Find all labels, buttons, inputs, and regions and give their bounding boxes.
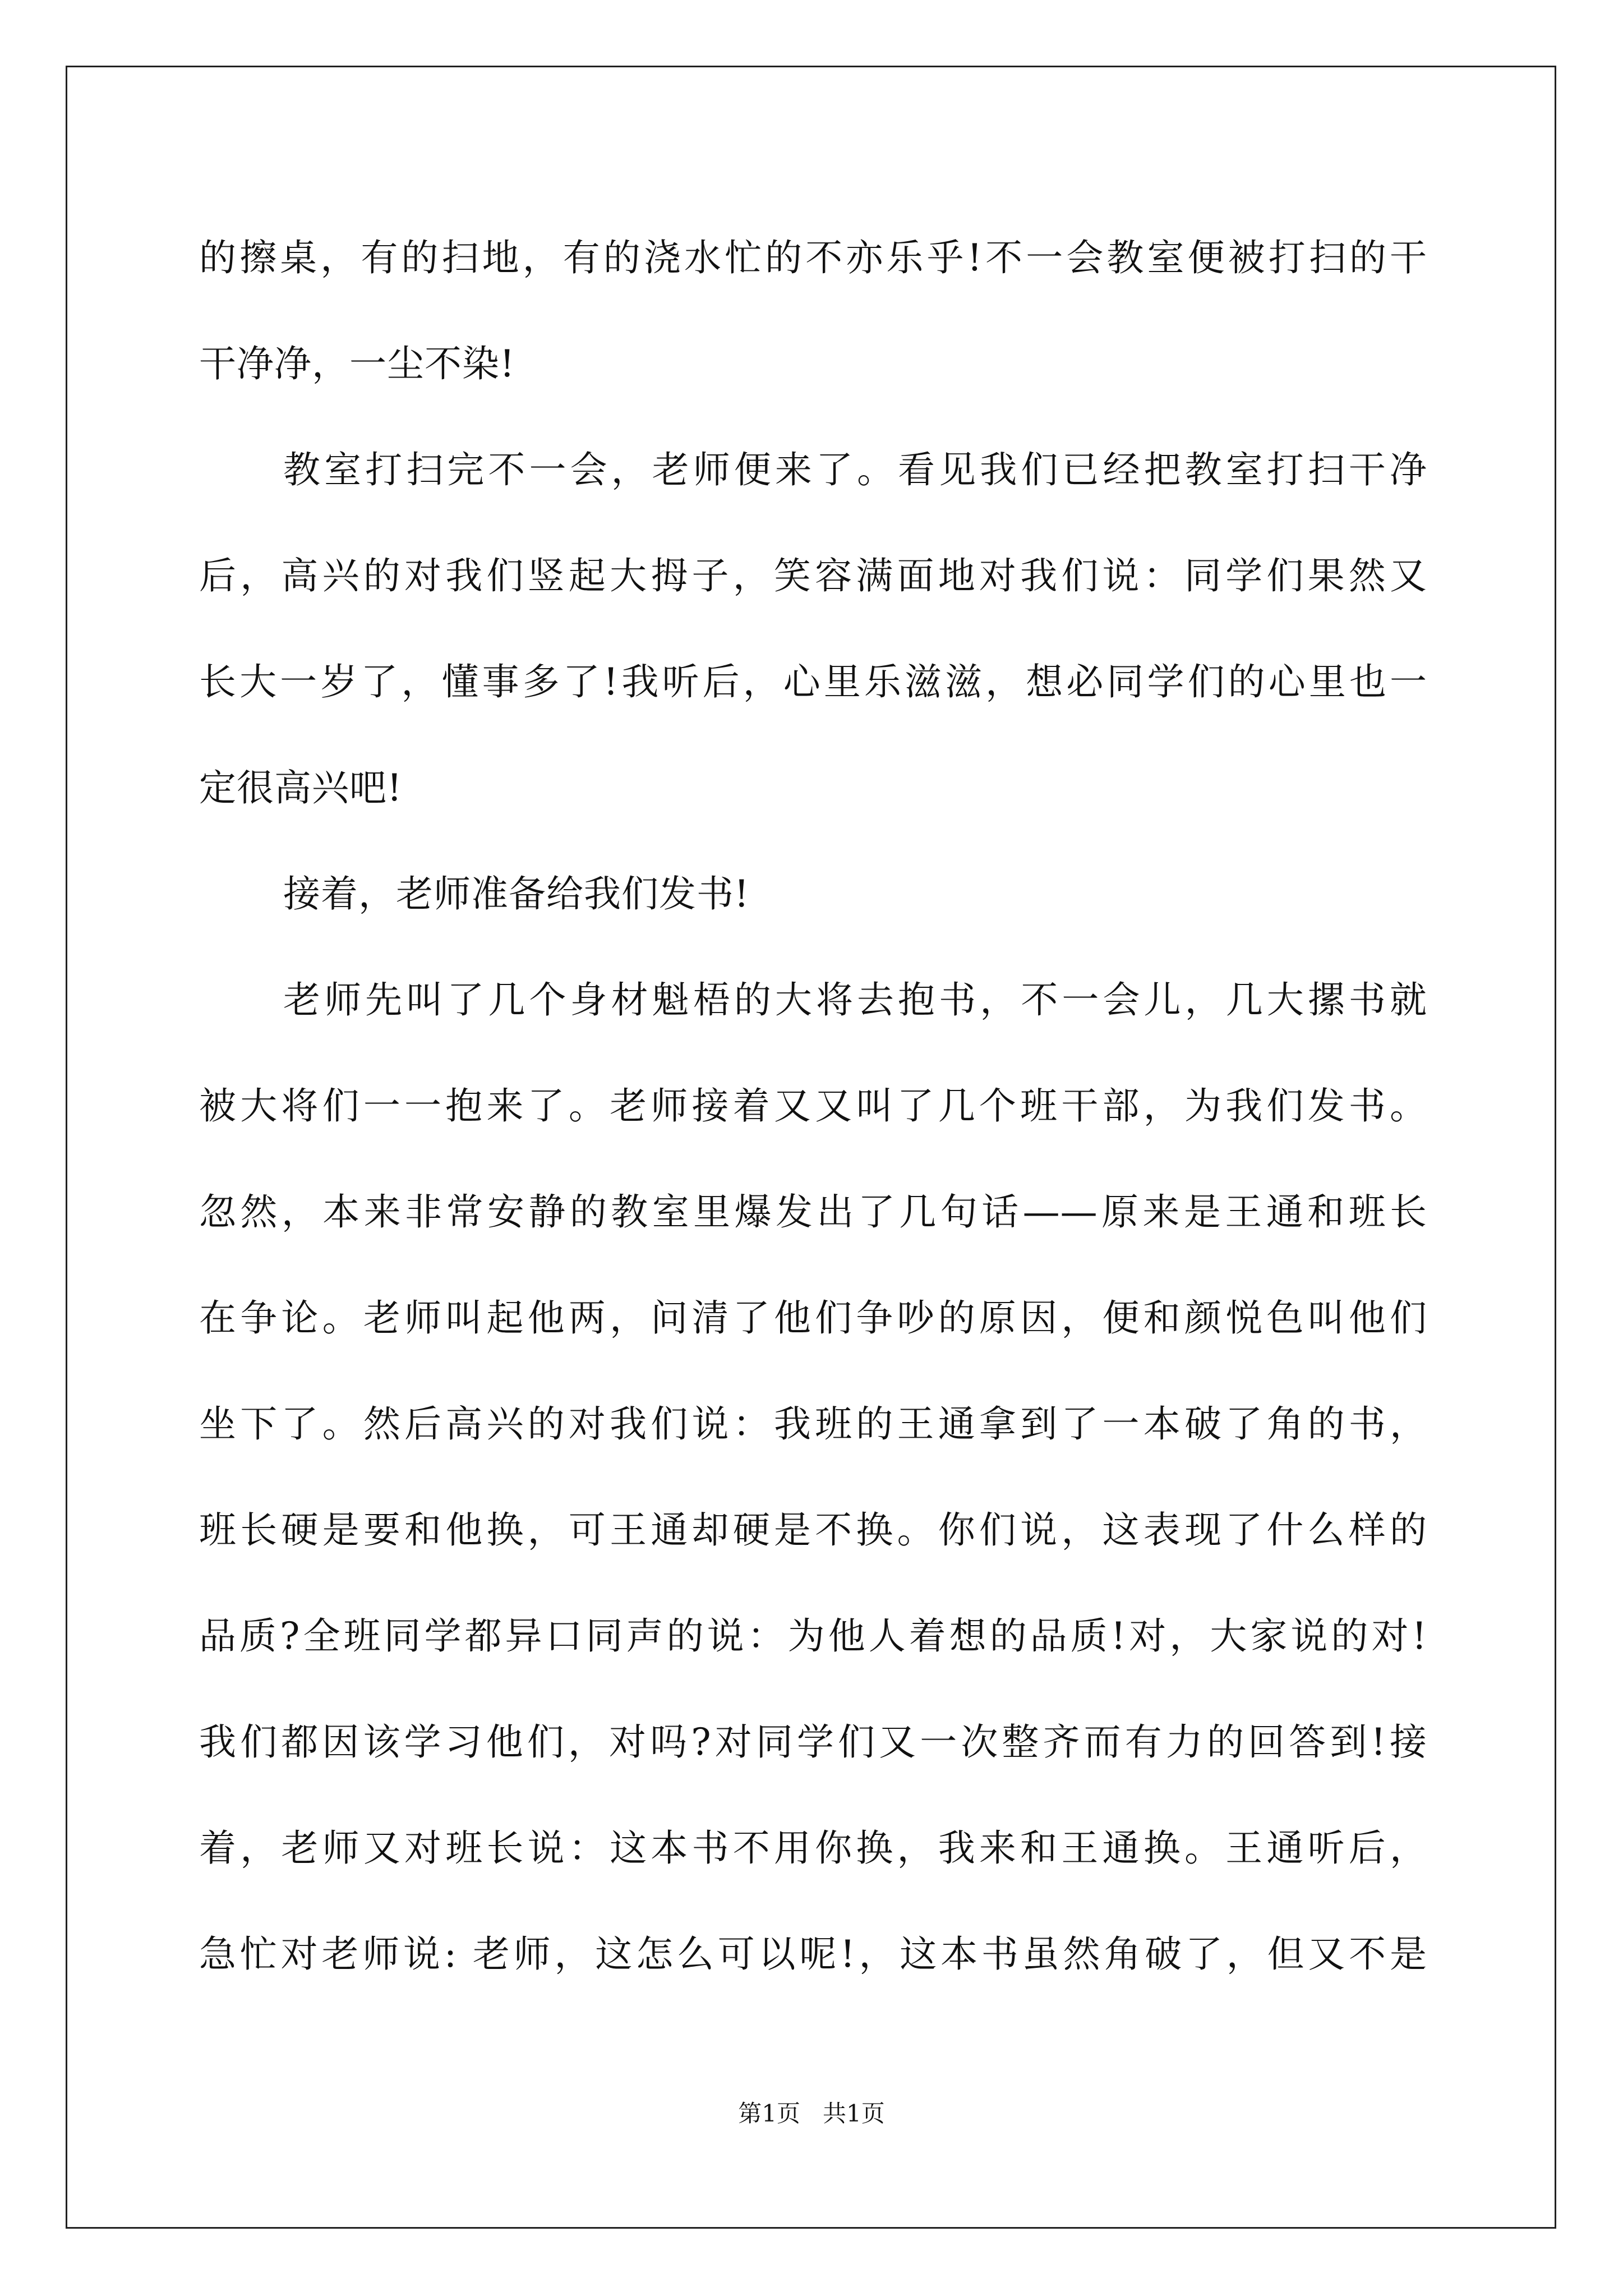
text-line: 接着，老师准备给我们发书! [283, 872, 750, 915]
text-line: 长大一岁了，懂事多了!我听后，心里乐滋滋，想必同学们的心里也一 [199, 660, 1427, 703]
text-line: 教室打扫完不一会，老师便来了。看见我们已经把教室打扫干净 [283, 448, 1427, 491]
text-line: 班长硬是要和他换，可王通却硬是不换。你们说，这表现了什么样的 [199, 1508, 1427, 1552]
text-line: 被大将们一一抱来了。老师接着又又叫了几个班干部，为我们发书。 [199, 1084, 1427, 1128]
text-line: 我们都因该学习他们，对吗?对同学们又一次整齐而有力的回答到!接 [199, 1720, 1427, 1764]
text-line: 的擦桌，有的扫地，有的浇水忙的不亦乐乎!不一会教室便被打扫的干 [199, 236, 1427, 279]
page-number: 第1页 共1页 [738, 2100, 885, 2127]
text-line: 老师先叫了几个身材魁梧的大将去抱书，不一会儿，几大摞书就 [283, 978, 1427, 1022]
text-line: 品质?全班同学都异口同声的说：为他人着想的品质!对，大家说的对! [199, 1614, 1427, 1658]
text-line: 干净净，一尘不染! [199, 342, 515, 385]
text-line: 急忙对老师说: 老师，这怎么可以呢!，这本书虽然角破了，但又不是 [199, 1932, 1427, 1976]
text-line: 着，老师又对班长说：这本书不用你换，我来和王通换。王通听后， [199, 1826, 1427, 1870]
text-line: 后，高兴的对我们竖起大拇子，笑容满面地对我们说：同学们果然又 [199, 554, 1427, 597]
page-footer [0, 2095, 1623, 2129]
text-line: 坐下了。然后高兴的对我们说：我班的王通拿到了一本破了角的书， [199, 1402, 1427, 1446]
document-body [199, 205, 1427, 2007]
text-line: 定很高兴吧! [199, 766, 403, 809]
text-line: 忽然，本来非常安静的教室里爆发出了几句话——原来是王通和班长 [199, 1190, 1427, 1234]
text-line: 在争论。老师叫起他两，问清了他们争吵的原因，便和颜悦色叫他们 [199, 1296, 1427, 1340]
